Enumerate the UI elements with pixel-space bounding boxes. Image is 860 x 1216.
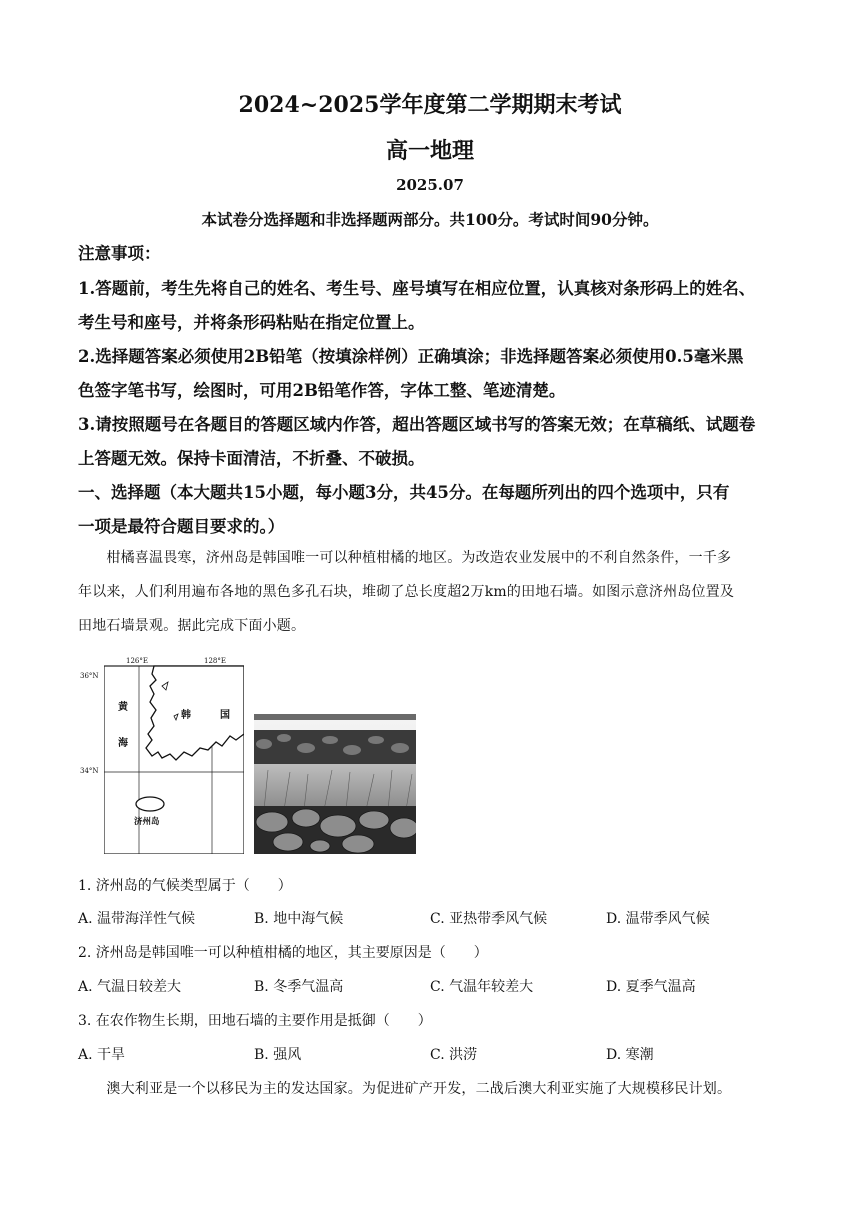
section-heading: 一、选择题（本大题共15小题，每小题3分，共45分。在每题所列出的四个选项中，只有 <box>78 483 730 502</box>
question-2-option-d[interactable]: D. 夏季气温高 <box>606 979 696 995</box>
jeju-location-map <box>104 656 244 854</box>
question-2-stem: 2. 济州岛是韩国唯一可以种植柑橘的地区，其主要原因是（ ） <box>78 945 488 961</box>
lon-label-left: 126°E <box>126 657 148 665</box>
island-label: 济州岛 <box>134 817 160 827</box>
exam-date: 2025.07 <box>396 176 464 194</box>
notes-line: 上答题无效。保持卡面清洁，不折叠、不破损。 <box>78 449 425 468</box>
sea-label: 海 <box>118 738 128 749</box>
notes-line: 2.选择题答案必须使用2B铅笔（按填涂样例）正确填涂；非选择题答案必须使用0.5毫米黑 <box>78 347 744 366</box>
notes-heading: 注意事项： <box>78 244 161 263</box>
exam-subject: 高一地理 <box>385 138 474 164</box>
notes-line: 1.答题前，考生先将自己的姓名、考生号、座号填写在相应位置，认真核对条形码上的姓名、 <box>78 279 756 298</box>
section-heading: 一项是最符合题目要求的。） <box>78 517 285 536</box>
passage-line: 田地石墙景观。据此完成下面小题。 <box>78 618 306 634</box>
question-3-option-d[interactable]: D. 寒潮 <box>606 1047 654 1063</box>
question-3-option-c[interactable]: C. 洪涝 <box>430 1047 478 1063</box>
exam-title: 2024~2025学年度第二学期期末考试 <box>238 92 622 118</box>
question-1-option-a[interactable]: A. 温带海洋性气候 <box>78 911 196 927</box>
notes-line: 色签字笔书写，绘图时，可用2B铅笔作答，字体工整、笔迹清楚。 <box>78 381 566 400</box>
passage-2-line: 澳大利亚是一个以移民为主的发达国家。为促进矿产开发，二战后澳大利亚实施了大规模移民计划。 <box>78 1081 732 1097</box>
country-label: 韩 <box>181 710 191 721</box>
question-1-option-c[interactable]: C. 亚热带季风气候 <box>430 911 548 927</box>
notes-line: 3.请按照题号在各题目的答题区域内作答，超出答题区域书写的答案无效；在草稿纸、试题卷 <box>78 415 756 434</box>
question-2-option-c[interactable]: C. 气温年较差大 <box>430 979 534 995</box>
sea-label: 黄 <box>118 702 128 713</box>
question-2-option-b[interactable]: B. 冬季气温高 <box>254 979 344 995</box>
question-1-option-d[interactable]: D. 温带季风气候 <box>606 911 710 927</box>
notes-line: 考生号和座号，并将条形码粘贴在指定位置上。 <box>78 313 425 332</box>
exam-intro: 本试卷分选择题和非选择题两部分。共100分。考试时间90分钟。 <box>201 210 659 229</box>
country-label: 国 <box>220 710 230 721</box>
question-3-option-b[interactable]: B. 强风 <box>254 1047 302 1063</box>
question-3-option-a[interactable]: A. 干旱 <box>78 1047 126 1063</box>
passage-line: 柑橘喜温畏寒，济州岛是韩国唯一可以种植柑橘的地区。为改造农业发展中的不利自然条件，一千多 <box>78 550 732 566</box>
question-2-option-a[interactable]: A. 气温日较差大 <box>78 979 182 995</box>
passage-line: 年以来，人们利用遍布各地的黑色多孔石块，堆砌了总长度超2万km的田地石墙。如图示意济州岛位置及 <box>78 584 735 600</box>
question-3-stem: 3. 在农作物生长期，田地石墙的主要作用是抵御（ ） <box>78 1013 432 1029</box>
lat-label-top: 36°N <box>80 672 99 680</box>
jeju-island-shape <box>136 797 164 811</box>
question-1-option-b[interactable]: B. 地中海气候 <box>254 911 344 927</box>
lat-label-bottom: 34°N <box>80 767 99 775</box>
stone-wall-photo <box>254 714 416 854</box>
question-1-stem: 1. 济州岛的气候类型属于（ ） <box>78 878 292 894</box>
lon-label-right: 128°E <box>204 657 226 665</box>
